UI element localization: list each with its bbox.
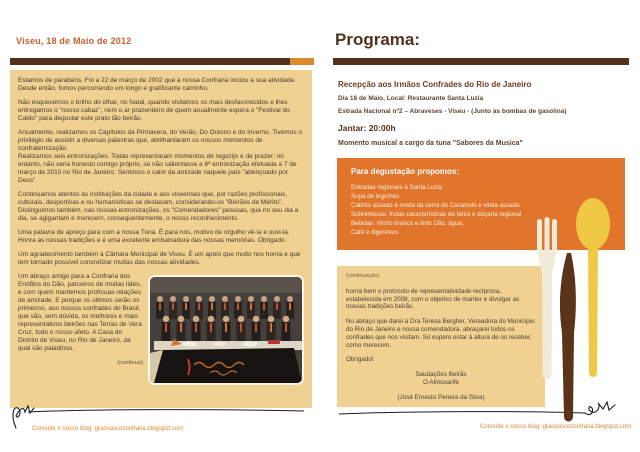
music-note: Momento musical a cargo da tuna "Sabores da Musica" bbox=[338, 140, 523, 147]
letter-paragraph: No abraço que darei à Dra Teresa Bergher, Vereadora do Município do Rio de Janeiro e nossa comendadora, abraçarei todos os confrades que nos visitam. Só espero estar à altura de os receber, como merecem. bbox=[346, 318, 535, 349]
date-heading: Viseu, 18 de Maio de 2012 bbox=[16, 36, 132, 46]
signature-name: (José Ernesto Pereira da Silva) bbox=[397, 394, 485, 402]
continued-note: (continua) bbox=[117, 360, 143, 366]
left-page bbox=[10, 36, 312, 432]
letter-paragraph: honra bem o protocolo de representatividade recíproca, estabelecida em 2008, com o objetivo de manter e divulgar as nossas tradições beirãs. bbox=[346, 287, 520, 311]
reception-address: Estrada Nacional nº2 – Abraveses - Viseu - (Junto às bombas de gasolina) bbox=[338, 108, 567, 115]
letter-paragraph: Um abraço amigo para a Confraria dos Enófilos do Dão, parceiros de muitas lides, e com quem mantemos profícuas relações de amizade. E porque os últimos serão os primeiros, aos nossos confrades do Brasil, que são, sem dúvida, os melhores e mais representativos beirões nas Terras de Vera Cruz, todo o nosso afeto. A Casa do Distrito de Viseu, no Rio de Janeiro, da qual são paladinos, bbox=[18, 273, 142, 352]
menu-item: Sobremesas: frutas características da beira e doçaria regional bbox=[351, 211, 522, 218]
dinner-time: Jantar: 20:00h bbox=[338, 123, 396, 133]
thanks-line: Obrigado! bbox=[346, 356, 374, 364]
left-letter-panel bbox=[10, 70, 312, 408]
signoff bbox=[346, 371, 536, 387]
menu-item: Bebidas: Vinho branco e tinto Dão, água. bbox=[351, 220, 464, 227]
right-letter-panel bbox=[337, 266, 545, 407]
letter-paragraph: Estamos de parabéns. Foi a 22 de março de 2002 que a nossa Confraria iniciou a sua atividade. Desde então, fomos percorrendo um longo e gratificante caminho. bbox=[18, 77, 296, 92]
fork-icon bbox=[537, 217, 557, 380]
page-title: Programa: bbox=[335, 30, 421, 49]
letter-paragraph: Não esquecemos o brilho do olhar, no Natal, quando visitamos os mais desfavorecidos e lhes entregamos o "nosso cabaz", nem o ar prazenteiro de quem anualmente espera o "Festival do Caldo" para degustar este prato tão beirão. bbox=[18, 99, 290, 122]
menu-item: Café e digestivos bbox=[351, 229, 399, 236]
knife-icon bbox=[560, 253, 576, 422]
menu-item: Sopa de legumes bbox=[351, 193, 400, 200]
letter-paragraph: Continuamos atentos às instituições da cidade e aos viseenses que, por razões profissionais, culturais, desportivas e ou humanísticas se destacam, considerando-os "Beirões de Mérito". bbox=[18, 191, 288, 206]
blog-note-left: Consulte o nosso blog: graovascoconfraria.blogspot.com bbox=[32, 426, 184, 432]
right-page bbox=[330, 30, 632, 430]
divider-bar-tip bbox=[290, 58, 314, 65]
menu-item: Entradas regionais à Santa Luzia bbox=[351, 184, 443, 191]
group-photo bbox=[148, 275, 304, 385]
reception-heading: Recepção aos Irmãos Confrades do Rio de Janeiro bbox=[338, 80, 532, 89]
cutlery-graphic bbox=[533, 193, 628, 428]
divider-bar bbox=[333, 58, 629, 65]
menu-item: Cabrito assado à moda da serra do Caramulo e vitela assada bbox=[351, 202, 520, 209]
continuation-note: (continuação) bbox=[346, 273, 380, 279]
signoff-line: O Almoxarife bbox=[422, 379, 460, 387]
reception-date-location: Dia 18 de Maio, Local: Restaurante Santa Luzia bbox=[338, 95, 484, 102]
group-photo-illustration bbox=[150, 277, 302, 383]
letter-paragraph: Uma palavra de apreço para com a nossa Tuna. É para nós, motivo de orgulho vê-la e ouvi-la. Honra as nossas tradições e é uma excelente embaixadora das nossas memórias. Obrigado. bbox=[18, 229, 290, 244]
spoon-icon bbox=[576, 198, 610, 377]
letter-paragraph: Um agradecimento também à Câmara Municipal de Viseu. É um apoio que muito nos honra e que tem tornado possível concretizar muitas das nossas atividades. bbox=[18, 251, 301, 266]
letter-paragraph: Realizamos seis entronizações. Todas representaram momentos de regozijo e de prazer; no entanto, não seria honesto comigo próprio, se não salientasse a 6ª entronização efetuada a 7 de março de 2010 no Rio de Janeiro. Sentimos o calor da amizade naquele país "abençoado por Deus" bbox=[18, 153, 297, 184]
letter-paragraph: Anualmente, realizamos os Capítulos da Primavera, do Verão, Do Outono e do Inverno. Tivemos o privilégio de assistir a diversas palestras que, abrilhantaram os nossos momentos de confraternização. bbox=[18, 129, 302, 152]
letter-paragraph: Distinguimos também, nas nossas entronizações, os "Comendadores" pessoas, que no seu dia a dia, se agigantam e merecem, consequentemente, o nosso reconhecimento. bbox=[18, 207, 299, 222]
reception-block bbox=[338, 80, 628, 147]
signoff-line: Saudações Beirãs bbox=[415, 371, 467, 379]
menu-heading: Para degustação propomos: bbox=[351, 167, 460, 176]
divider-bar bbox=[10, 58, 290, 65]
blog-note-right: Consulte o nosso blog: graovascoconfraria.blogspot.com bbox=[480, 424, 632, 430]
